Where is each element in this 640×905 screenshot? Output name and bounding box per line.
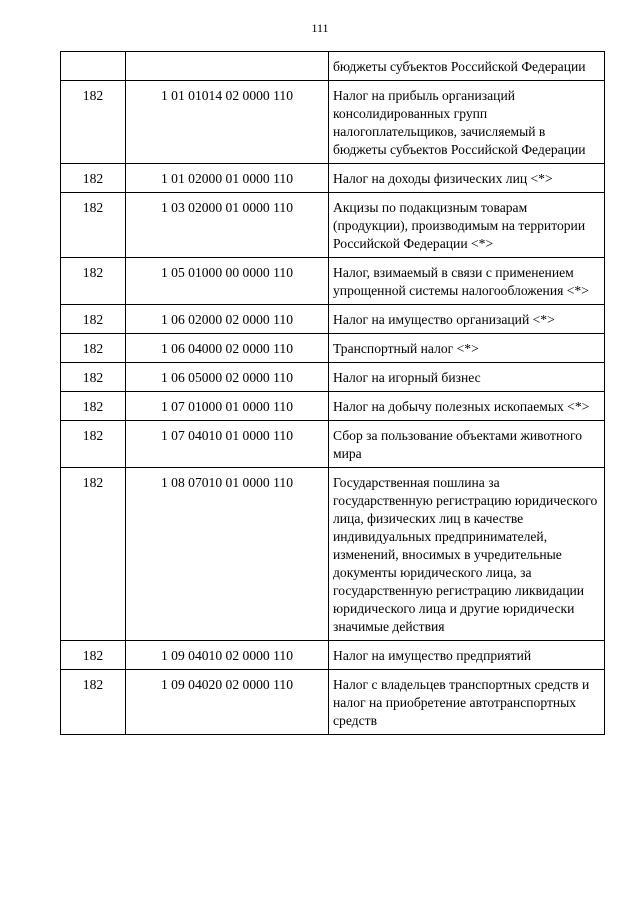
budget-classification-code-cell: 1 01 01014 02 0000 110 <box>126 81 329 164</box>
revenue-name-cell: Государственная пошлина за государственную регистрацию юридического лица, физических лиц в качестве индивидуальных предпринимателей, изменений, вносимых в учредительные документы юридического лица, за государственную регистрацию ликвидации юридического лица и другие юридически значимые действия <box>329 468 605 641</box>
administrator-code-cell: 182 <box>61 392 126 421</box>
administrator-code-cell: 182 <box>61 81 126 164</box>
budget-classification-code-cell: 1 08 07010 01 0000 110 <box>126 468 329 641</box>
budget-classification-code-cell: 1 01 02000 01 0000 110 <box>126 164 329 193</box>
revenue-name-cell: Налог на имущество организаций <*> <box>329 305 605 334</box>
administrator-code-cell: 182 <box>61 164 126 193</box>
revenue-name-cell: Налог с владельцев транспортных средств и налог на приобретение автотранспортных средств <box>329 670 605 735</box>
revenue-name-cell: Налог на доходы физических лиц <*> <box>329 164 605 193</box>
administrator-code-cell: 182 <box>61 670 126 735</box>
page-number: 111 <box>311 21 329 35</box>
administrator-code-cell: 182 <box>61 193 126 258</box>
table-row <box>61 258 605 305</box>
administrator-code-cell: 182 <box>61 468 126 641</box>
revenue-name-cell: Налог на добычу полезных ископаемых <*> <box>329 392 605 421</box>
administrator-code-cell: 182 <box>61 334 126 363</box>
table-row <box>61 468 605 641</box>
revenue-name-cell: Налог на имущество предприятий <box>329 641 605 670</box>
budget-classification-code-cell: 1 06 04000 02 0000 110 <box>126 334 329 363</box>
budget-classification-code-cell: 1 09 04020 02 0000 110 <box>126 670 329 735</box>
table-row <box>61 641 605 670</box>
revenue-name-cell: Налог на игорный бизнес <box>329 363 605 392</box>
table-row <box>61 193 605 258</box>
budget-classification-code-cell: 1 06 05000 02 0000 110 <box>126 363 329 392</box>
revenue-name-cell: Сбор за пользование объектами животного мира <box>329 421 605 468</box>
table-row <box>61 392 605 421</box>
revenue-name-cell: Транспортный налог <*> <box>329 334 605 363</box>
administrator-code-cell: 182 <box>61 305 126 334</box>
table-row <box>61 334 605 363</box>
budget-classification-code-cell <box>126 52 329 81</box>
revenue-name-cell: Налог на прибыль организаций консолидированных групп налогоплательщиков, зачисляемый в бюджеты субъектов Российской Федерации <box>329 81 605 164</box>
budget-classification-code-cell: 1 07 01000 01 0000 110 <box>126 392 329 421</box>
budget-classification-code-cell: 1 06 02000 02 0000 110 <box>126 305 329 334</box>
table-row <box>61 421 605 468</box>
administrator-code-cell: 182 <box>61 421 126 468</box>
table-row <box>61 363 605 392</box>
revenue-name-cell: Акцизы по подакцизным товарам (продукции), производимым на территории Российской Федерации <*> <box>329 193 605 258</box>
administrator-code-cell: 182 <box>61 641 126 670</box>
budget-classification-code-cell: 1 07 04010 01 0000 110 <box>126 421 329 468</box>
table-row <box>61 81 605 164</box>
table-row <box>61 164 605 193</box>
administrator-code-cell <box>61 52 126 81</box>
revenue-name-cell: Налог, взимаемый в связи с применением упрощенной системы налогообложения <*> <box>329 258 605 305</box>
budget-classification-code-cell: 1 05 01000 00 0000 110 <box>126 258 329 305</box>
table-row <box>61 52 605 81</box>
budget-classification-code-cell: 1 09 04010 02 0000 110 <box>126 641 329 670</box>
table-row <box>61 305 605 334</box>
administrator-code-cell: 182 <box>61 258 126 305</box>
revenue-codes-table <box>60 51 605 735</box>
table-row <box>61 670 605 735</box>
budget-classification-code-cell: 1 03 02000 01 0000 110 <box>126 193 329 258</box>
administrator-code-cell: 182 <box>61 363 126 392</box>
revenue-name-cell: бюджеты субъектов Российской Федерации <box>329 52 605 81</box>
